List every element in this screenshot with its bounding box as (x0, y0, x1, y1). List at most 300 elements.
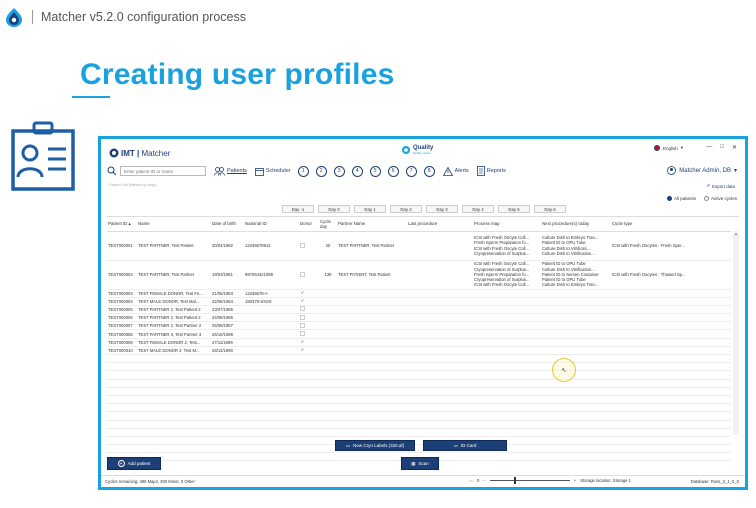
empty-cell (107, 445, 137, 453)
empty-row (107, 395, 731, 403)
search-icon[interactable] (107, 166, 117, 176)
empty-cell (337, 371, 407, 379)
status-bar (101, 475, 745, 487)
alert-icon (443, 167, 453, 176)
chevron-down-icon: ▾ (733, 168, 737, 174)
cell-patient-id: TEST000008 (107, 330, 137, 338)
col-name[interactable]: Name (137, 217, 211, 231)
empty-cell (337, 404, 407, 412)
empty-cell (211, 420, 244, 428)
line-item: Culture Dish to Vitrificati... (542, 245, 591, 251)
close-button[interactable]: ✕ (731, 145, 737, 151)
empty-cell (299, 436, 319, 444)
line-item: Culture Dish to Vitrification... (542, 266, 595, 272)
cell-cycle-day (319, 314, 337, 322)
cell-partner-name (337, 305, 407, 313)
empty-cell (611, 445, 731, 453)
empty-cell (299, 412, 319, 420)
cell-name: TEST PARTNER 2, Test Patient 2 (137, 305, 211, 313)
empty-cell (211, 355, 244, 363)
empty-cell (319, 371, 337, 379)
empty-cell (244, 355, 299, 363)
cell-cycle-type (611, 289, 731, 297)
line-item: ICSI with Fresh Oocyte Coll... (474, 261, 529, 267)
empty-cell (299, 371, 319, 379)
table-row[interactable] (107, 289, 731, 297)
cell-name: TEST PARTNER, Test Patient (137, 231, 211, 260)
search-box (107, 166, 206, 176)
empty-cell (407, 428, 473, 436)
empty-cell (473, 355, 541, 363)
database-name: Database: Ross_3_1_5_0 (690, 479, 739, 484)
col-last-procedure[interactable]: Last procedure (407, 217, 473, 231)
empty-cell (244, 412, 299, 420)
patient-filter-radios (667, 196, 737, 201)
empty-cell (107, 363, 137, 371)
cell-process-map (473, 231, 541, 260)
empty-cell (107, 395, 137, 403)
nav-alerts[interactable] (443, 167, 469, 176)
empty-cell (337, 428, 407, 436)
empty-cell (337, 453, 407, 461)
empty-cell (319, 404, 337, 412)
zoom-in-icon[interactable]: + (573, 478, 577, 483)
cell-donor (299, 338, 319, 346)
empty-cell (299, 404, 319, 412)
empty-cell (244, 428, 299, 436)
cell-name: TEST MALE DONOR, Test Mal... (137, 297, 211, 305)
empty-cell (541, 453, 611, 461)
empty-cell (299, 453, 319, 461)
quality-logo-icon (401, 145, 411, 155)
line-item: Cryopreservation of Surplus... (474, 277, 530, 283)
empty-row (107, 436, 731, 444)
line-item: ICSI with Fresh Oocyte Coll... (474, 235, 529, 241)
line-item: Patient ID to Semen Container (542, 271, 599, 277)
empty-row (107, 404, 731, 412)
cell-next-procedures (541, 322, 611, 330)
zoom-slider[interactable] (490, 480, 570, 481)
cell-patient-id: TEST000010 (107, 346, 137, 354)
col-process-map[interactable]: Process map (473, 217, 541, 231)
empty-row (107, 371, 731, 379)
cell-last-procedure (407, 231, 473, 260)
cell-next-procedures (541, 297, 611, 305)
cell-national-id (244, 305, 299, 313)
empty-row (107, 355, 731, 363)
empty-cell (299, 395, 319, 403)
table-row[interactable] (107, 305, 731, 313)
day-filter-bar (282, 205, 566, 213)
scheduler-day-5[interactable]: 5 (370, 166, 381, 177)
empty-cell (137, 355, 211, 363)
cell-cycle-day: 20 (319, 231, 337, 260)
empty-cell (337, 363, 407, 371)
col-cycle-day[interactable]: Cycle day (319, 217, 337, 231)
col-partner-name[interactable]: Partner Name (337, 217, 407, 231)
add-patient-button[interactable] (107, 457, 161, 470)
cell-cycle-day (319, 330, 337, 338)
cell-donor (299, 322, 319, 330)
empty-cell (211, 436, 244, 444)
cell-donor (299, 289, 319, 297)
user-menu[interactable] (667, 166, 737, 175)
table-row[interactable] (107, 346, 731, 354)
empty-cell (211, 371, 244, 379)
line-item: Cryopreservation of Surplus... (474, 250, 530, 256)
empty-row (107, 379, 731, 387)
cell-last-procedure (407, 260, 473, 289)
empty-cell (473, 379, 541, 387)
empty-cell (137, 395, 211, 403)
empty-cell (244, 420, 299, 428)
scheduler-day-1[interactable]: 1 (298, 166, 309, 177)
table-row[interactable] (107, 322, 731, 330)
line-item: Culture Dish to Vitrification... (542, 250, 595, 256)
cell-dob: 23/07/1985 (211, 305, 244, 313)
nav-patients[interactable] (214, 167, 247, 176)
empty-cell (473, 395, 541, 403)
empty-cell (611, 395, 731, 403)
zoom-out-icon[interactable]: − (483, 478, 486, 483)
app-brand: IMT | Matcher (121, 148, 171, 158)
empty-cell (407, 379, 473, 387)
cell-national-id (244, 338, 299, 346)
empty-row (107, 363, 731, 371)
cell-last-procedure (407, 289, 473, 297)
cell-name: TEST PARTNER 2, Test Partner 2 (137, 322, 211, 330)
radio-active-label: Active cycles (710, 196, 737, 201)
empty-cell (299, 379, 319, 387)
empty-cell (407, 395, 473, 403)
empty-cell (211, 395, 244, 403)
quality-logo (401, 145, 433, 155)
empty-cell (407, 355, 473, 363)
empty-cell (337, 355, 407, 363)
cell-cycle-day (319, 338, 337, 346)
empty-cell (611, 420, 731, 428)
empty-cell (244, 371, 299, 379)
scheduler-day-6[interactable]: 6 (388, 166, 399, 177)
cell-patient-id: TEST000002 (107, 260, 137, 289)
nav-alerts-label: Alerts (454, 168, 469, 174)
line-item: Patient ID to OPU Tube (542, 277, 586, 283)
zoom-knob[interactable] (514, 477, 516, 484)
cell-process-map (473, 346, 541, 354)
table-row[interactable] (107, 297, 731, 305)
empty-cell (407, 363, 473, 371)
empty-cell (473, 420, 541, 428)
empty-cell (473, 404, 541, 412)
empty-cell (541, 404, 611, 412)
empty-cell (137, 379, 211, 387)
cell-cycle-type (611, 314, 731, 322)
empty-cell (211, 387, 244, 395)
scan-icon: ▦ (411, 460, 416, 466)
user-name: Matcher Admin, DB (679, 167, 731, 174)
cell-national-id (244, 322, 299, 330)
col-next-procedures[interactable]: Next procedure(s) today (541, 217, 611, 231)
donor-checkbox[interactable]: ✓ (300, 290, 305, 296)
nav-reports[interactable] (477, 166, 506, 176)
radio-all-label: All patients (673, 196, 696, 201)
donor-checkbox[interactable]: ✓ (300, 347, 305, 353)
empty-cell (473, 412, 541, 420)
folder-icon[interactable]: ▭ (469, 478, 473, 483)
cell-next-procedures (541, 338, 611, 346)
search-input[interactable] (120, 166, 206, 176)
language-selector[interactable] (654, 145, 683, 151)
cell-partner-name (337, 297, 407, 305)
day-filter-2[interactable]: Day 2 (390, 205, 422, 213)
empty-cell (107, 412, 137, 420)
matcher-logo-icon (4, 7, 24, 27)
export-data-button[interactable] (706, 183, 735, 189)
col-dob[interactable]: Date of birth (211, 217, 244, 231)
donor-checkbox[interactable]: ✓ (300, 339, 305, 345)
empty-cell (137, 371, 211, 379)
empty-cell (211, 379, 244, 387)
empty-cell (541, 395, 611, 403)
cryo-labels-button[interactable] (335, 440, 415, 451)
empty-cell (107, 355, 137, 363)
cell-patient-id: TEST000006 (107, 314, 137, 322)
cell-partner-name (337, 346, 407, 354)
cell-national-id: 12345678-A (244, 289, 299, 297)
cell-national-id (244, 314, 299, 322)
nav-patients-label: Patients (227, 168, 247, 174)
day-filter-3[interactable]: Day 3 (426, 205, 458, 213)
cell-donor (299, 330, 319, 338)
cell-last-procedure (407, 314, 473, 322)
line-item: Fresh Sperm Preparation fo... (474, 240, 530, 246)
cell-last-procedure (407, 330, 473, 338)
cell-next-procedures (541, 346, 611, 354)
day-filter-minus1[interactable]: Day -1 (282, 205, 314, 213)
cell-national-id: 12345678912 (244, 231, 299, 260)
day-filter-0[interactable]: Day 0 (318, 205, 350, 213)
table-row[interactable] (107, 330, 731, 338)
cell-dob: 24/08/1986 (211, 314, 244, 322)
cell-cycle-type (611, 322, 731, 330)
cell-cycle-day (319, 305, 337, 313)
nav-reports-label: Reports (486, 168, 506, 174)
scheduler-day-7[interactable]: 7 (406, 166, 417, 177)
empty-cell (137, 387, 211, 395)
empty-cell (107, 371, 137, 379)
donor-checkbox[interactable] (300, 306, 305, 311)
cell-last-procedure (407, 297, 473, 305)
col-national-id[interactable]: National ID (244, 217, 299, 231)
radio-all-patients[interactable] (667, 196, 696, 201)
empty-cell (299, 428, 319, 436)
table-scrollbar[interactable] (733, 231, 739, 435)
cell-donor (299, 231, 319, 260)
empty-cell (319, 412, 337, 420)
quality-text: Quality (413, 145, 434, 151)
scroll-up-icon[interactable]: ▴ (734, 231, 737, 236)
export-label: Export data (711, 183, 735, 189)
donor-checkbox[interactable]: ✓ (300, 298, 305, 304)
empty-cell (611, 363, 731, 371)
empty-row (107, 420, 731, 428)
cell-partner-name: TEST PARTNER, Test Partner (337, 231, 407, 260)
cell-next-procedures (541, 314, 611, 322)
cell-next-procedures (541, 330, 611, 338)
cell-process-map (473, 314, 541, 322)
line-item: ICSI with Fresh Oocyte Coll... (474, 245, 529, 251)
minimize-button[interactable]: — (706, 144, 713, 150)
table-row[interactable] (107, 260, 731, 289)
scan-button[interactable] (401, 457, 439, 470)
empty-cell (244, 387, 299, 395)
cell-donor (299, 297, 319, 305)
slide-header (4, 6, 246, 28)
empty-cell (107, 428, 137, 436)
empty-cell (319, 428, 337, 436)
donor-checkbox[interactable] (300, 243, 305, 248)
cell-patient-id: TEST000007 (107, 322, 137, 330)
slide-title: Creating user profiles (80, 58, 395, 91)
table-row[interactable] (107, 314, 731, 322)
cell-dob: 22/06/1984 (211, 297, 244, 305)
cell-cycle-day (319, 297, 337, 305)
empty-cell (211, 363, 244, 371)
quality-subtext: fertility centre (413, 151, 431, 155)
cell-partner-name (337, 330, 407, 338)
cell-donor (299, 260, 319, 289)
empty-cell (337, 412, 407, 420)
empty-cell (337, 379, 407, 387)
line-item: Patient ID to OPU Tube (542, 261, 586, 267)
cell-dob: 25/09/1987 (211, 322, 244, 330)
cell-last-procedure (407, 346, 473, 354)
cell-cycle-type (611, 338, 731, 346)
empty-cell (611, 453, 731, 461)
empty-cell (137, 363, 211, 371)
cell-partner-name (337, 322, 407, 330)
cell-process-map (473, 260, 541, 289)
calendar-icon (255, 167, 264, 176)
empty-cell (407, 387, 473, 395)
cycles-remaining: Cycles remaining: 496 Major, 300 Minor, 0 Other (105, 479, 195, 484)
slide-header-title: Matcher v5.2.0 configuration process (41, 10, 246, 24)
cell-process-map (473, 322, 541, 330)
printer-icon: ▭ (345, 442, 351, 448)
cell-name: TEST FEMALE DONOR 2, Test... (137, 338, 211, 346)
empty-cell (541, 428, 611, 436)
line-item: Cryopreservation of Surplus... (474, 266, 530, 272)
empty-cell (137, 428, 211, 436)
scheduler-day-4[interactable]: 4 (352, 166, 363, 177)
line-item: ICSI with Fresh Oocyte Coll... (474, 282, 529, 288)
cell-dob: 27/11/1989 (211, 338, 244, 346)
empty-cell (611, 379, 731, 387)
empty-cell (611, 428, 731, 436)
empty-cell (211, 453, 244, 461)
col-patient-id[interactable]: Patient ID ▴ (107, 217, 137, 231)
empty-cell (107, 436, 137, 444)
empty-cell (137, 436, 211, 444)
user-avatar-icon (667, 166, 676, 175)
table-row[interactable] (107, 338, 731, 346)
cell-next-procedures (541, 289, 611, 297)
cell-dob: 26/10/1988 (211, 330, 244, 338)
col-donor[interactable]: Donor (299, 217, 319, 231)
empty-cell (244, 453, 299, 461)
cell-dob: 21/05/1983 (211, 289, 244, 297)
scan-label: Scan (418, 461, 429, 466)
day-filter-5[interactable]: Day 5 (498, 205, 530, 213)
donor-checkbox[interactable] (300, 315, 305, 320)
mouse-cursor-highlight (552, 358, 576, 382)
cell-process-map (473, 330, 541, 338)
cell-name: TEST FEMALE DONOR, Test Fe... (137, 289, 211, 297)
cell-partner-name: TEST PATIENT, Test Patient (337, 260, 407, 289)
donor-checkbox[interactable] (300, 331, 305, 336)
empty-cell (541, 379, 611, 387)
printer-icon: ▭ (453, 442, 458, 448)
table-row[interactable] (107, 231, 731, 260)
cell-last-procedure (407, 322, 473, 330)
line-item: Culture Dish to Embryo Tran... (542, 235, 599, 241)
id-card-button[interactable] (423, 440, 507, 451)
empty-cell (611, 387, 731, 395)
cell-patient-id: TEST000001 (107, 231, 137, 260)
radio-active-cycles[interactable] (704, 196, 737, 201)
cell-cycle-day: 139 (319, 260, 337, 289)
empty-row (107, 387, 731, 395)
cell-process-map (473, 338, 541, 346)
empty-cell (211, 404, 244, 412)
empty-cell (541, 412, 611, 420)
empty-cell (319, 363, 337, 371)
cell-cycle-type (611, 346, 731, 354)
day-filter-4[interactable]: Day 4 (462, 205, 494, 213)
cell-national-id: 180379-SSSS (244, 297, 299, 305)
cell-dob: 28/12/1990 (211, 346, 244, 354)
scheduler-day-3[interactable]: 3 (334, 166, 345, 177)
day-filter-6[interactable]: Day 6 (534, 205, 566, 213)
line-item: Fresh Sperm Preparation fo... (474, 271, 530, 277)
cell-cycle-day (319, 289, 337, 297)
cell-process-map (473, 297, 541, 305)
cell-cycle-type: ICSI with Fresh Oocytes - Thawed Sp... (611, 260, 731, 289)
cell-name: TEST MALE DONOR 2, Test M... (137, 346, 211, 354)
cell-name: TEST PARTNER 2, Test Patient 2 (137, 314, 211, 322)
scheduler-day-2[interactable]: 2 (316, 166, 327, 177)
scheduler-day-8[interactable]: 8 (424, 166, 435, 177)
radio-dot (704, 196, 709, 201)
id-card-label: ID Card (460, 443, 477, 448)
maximize-button[interactable]: □ (720, 144, 724, 150)
empty-cell (541, 355, 611, 363)
day-filter-1[interactable]: Day 1 (354, 205, 386, 213)
empty-row (107, 412, 731, 420)
donor-checkbox[interactable] (300, 323, 305, 328)
empty-row (107, 445, 731, 453)
empty-cell (244, 363, 299, 371)
cell-dob: 19/03/1981 (211, 260, 244, 289)
col-cycle-type[interactable]: Cycle type (611, 217, 731, 231)
empty-cell (473, 363, 541, 371)
donor-checkbox[interactable] (300, 272, 305, 277)
empty-cell (107, 379, 137, 387)
empty-cell (107, 420, 137, 428)
empty-cell (299, 355, 319, 363)
nav-scheduler[interactable] (255, 167, 291, 176)
patient-table (107, 217, 731, 461)
